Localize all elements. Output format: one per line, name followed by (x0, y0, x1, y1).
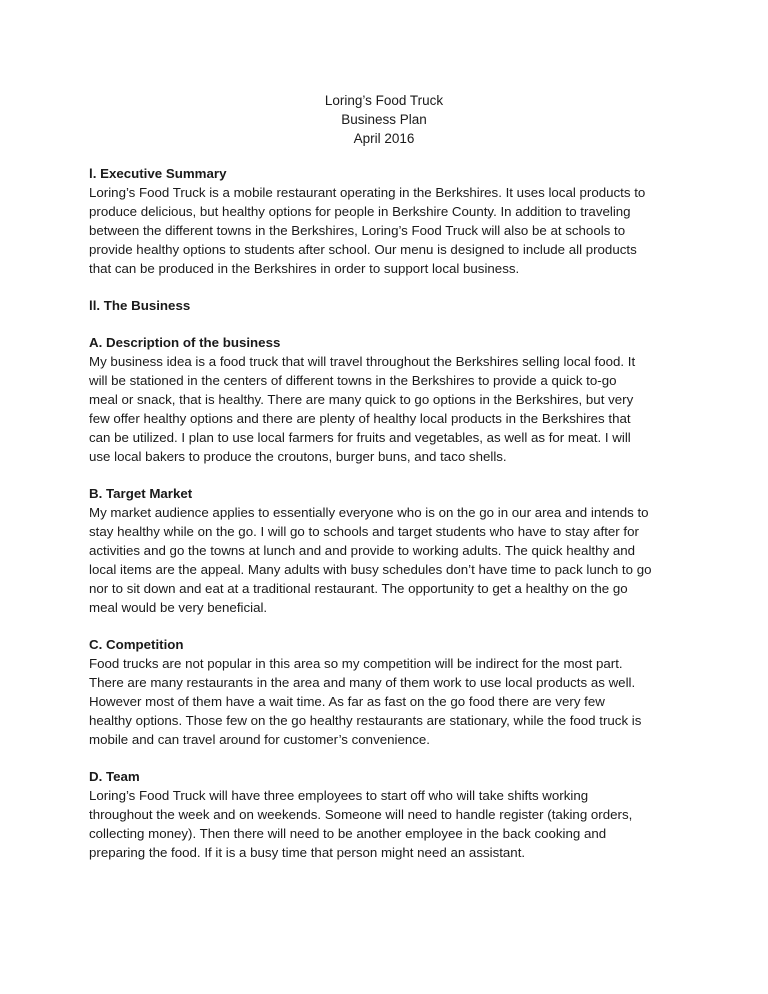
document-subtitle: Business Plan (341, 112, 427, 127)
paragraph-line: mobile and can travel around for customer’s convenience. (89, 732, 430, 747)
section-spacer (89, 466, 689, 484)
paragraph-line: preparing the food. If it is a busy time that person might need an assistant. (89, 845, 526, 860)
section-a-description-of-the-business (89, 333, 689, 466)
section-paragraph (89, 183, 689, 278)
paragraph-line: use local bakers to produce the croutons, burger buns, and taco shells. (89, 449, 507, 464)
paragraph-line: stay healthy while on the go. I will go to schools and target students who have to stay after for (89, 524, 639, 539)
paragraph-line: healthy options. Those few on the go healthy restaurants are stationary, while the food truck is (89, 713, 642, 728)
section-paragraph (89, 654, 689, 749)
document-title: Loring’s Food Truck (324, 93, 444, 108)
paragraph-line: few offer healthy options and there are plenty of healthy local products in the Berkshires that (89, 411, 631, 426)
document-body (89, 164, 689, 862)
paragraph-line: My business idea is a food truck that will travel throughout the Berkshires selling local food. It (89, 354, 636, 369)
section-ll-the-business (89, 296, 689, 315)
section-spacer (89, 315, 689, 333)
paragraph-line: Food trucks are not popular in this area so my competition will be indirect for the most part. (89, 656, 623, 671)
document-header (0, 91, 768, 148)
paragraph-line: that can be produced in the Berkshires in order to support local business. (89, 261, 520, 276)
section-l-executive-summary (89, 164, 689, 278)
section-heading: C. Competition (89, 637, 184, 652)
paragraph-line: collecting money). Then there will need to be another employee in the back cooking and (89, 826, 607, 841)
section-paragraph (89, 352, 689, 466)
section-heading: D. Team (89, 769, 140, 784)
paragraph-line: There are many restaurants in the area and many of them work to use local products as well. (89, 675, 636, 690)
paragraph-line: Loring’s Food Truck is a mobile restaurant operating in the Berkshires. It uses local products to (89, 185, 646, 200)
section-c-competition (89, 635, 689, 749)
paragraph-line: Loring’s Food Truck will have three employees to start off who will take shifts working (89, 788, 589, 803)
section-heading: l. Executive Summary (89, 166, 227, 181)
section-b-target-market (89, 484, 689, 617)
paragraph-line: nor to sit down and eat at a traditional restaurant. The opportunity to get a healthy on the go (89, 581, 628, 596)
paragraph-line: meal or snack, that is healthy. There are many quick to go options in the Berkshires, but very (89, 392, 634, 407)
paragraph-line: My market audience applies to essentially everyone who is on the go in our area and intends to (89, 505, 649, 520)
paragraph-line: meal would be very beneficial. (89, 600, 268, 615)
section-heading: B. Target Market (89, 486, 193, 501)
paragraph-line: between the different towns in the Berkshires, Loring’s Food Truck will also be at schools to (89, 223, 626, 238)
paragraph-line: local items are the appeal. Many adults with busy schedules don’t have time to pack lunch to go (89, 562, 652, 577)
paragraph-line: provide healthy options to students after school. Our menu is designed to include all products (89, 242, 637, 257)
section-paragraph (89, 786, 689, 862)
section-spacer (89, 278, 689, 296)
paragraph-line: However most of them have a wait time. As far as fast on the go food there are very few (89, 694, 605, 709)
document-date: April 2016 (353, 131, 415, 146)
paragraph-line: activities and go the towns at lunch and and provide to working adults. The quick healthy and (89, 543, 636, 558)
paragraph-line: produce delicious, but healthy options for people in Berkshire County. In addition to traveling (89, 204, 631, 219)
paragraph-line: will be stationed in the centers of different towns in the Berkshires to provide a quick to-go (89, 373, 617, 388)
paragraph-line: can be utilized. I plan to use local farmers for fruits and vegetables, as well as for meat. I will (89, 430, 631, 445)
paragraph-line: throughout the week and on weekends. Someone will need to handle register (taking orders, (89, 807, 633, 822)
section-spacer (89, 617, 689, 635)
section-paragraph (89, 503, 689, 617)
section-heading: A. Description of the business (89, 335, 281, 350)
section-d-team (89, 767, 689, 862)
section-heading: ll. The Business (89, 298, 191, 313)
section-spacer (89, 749, 689, 767)
